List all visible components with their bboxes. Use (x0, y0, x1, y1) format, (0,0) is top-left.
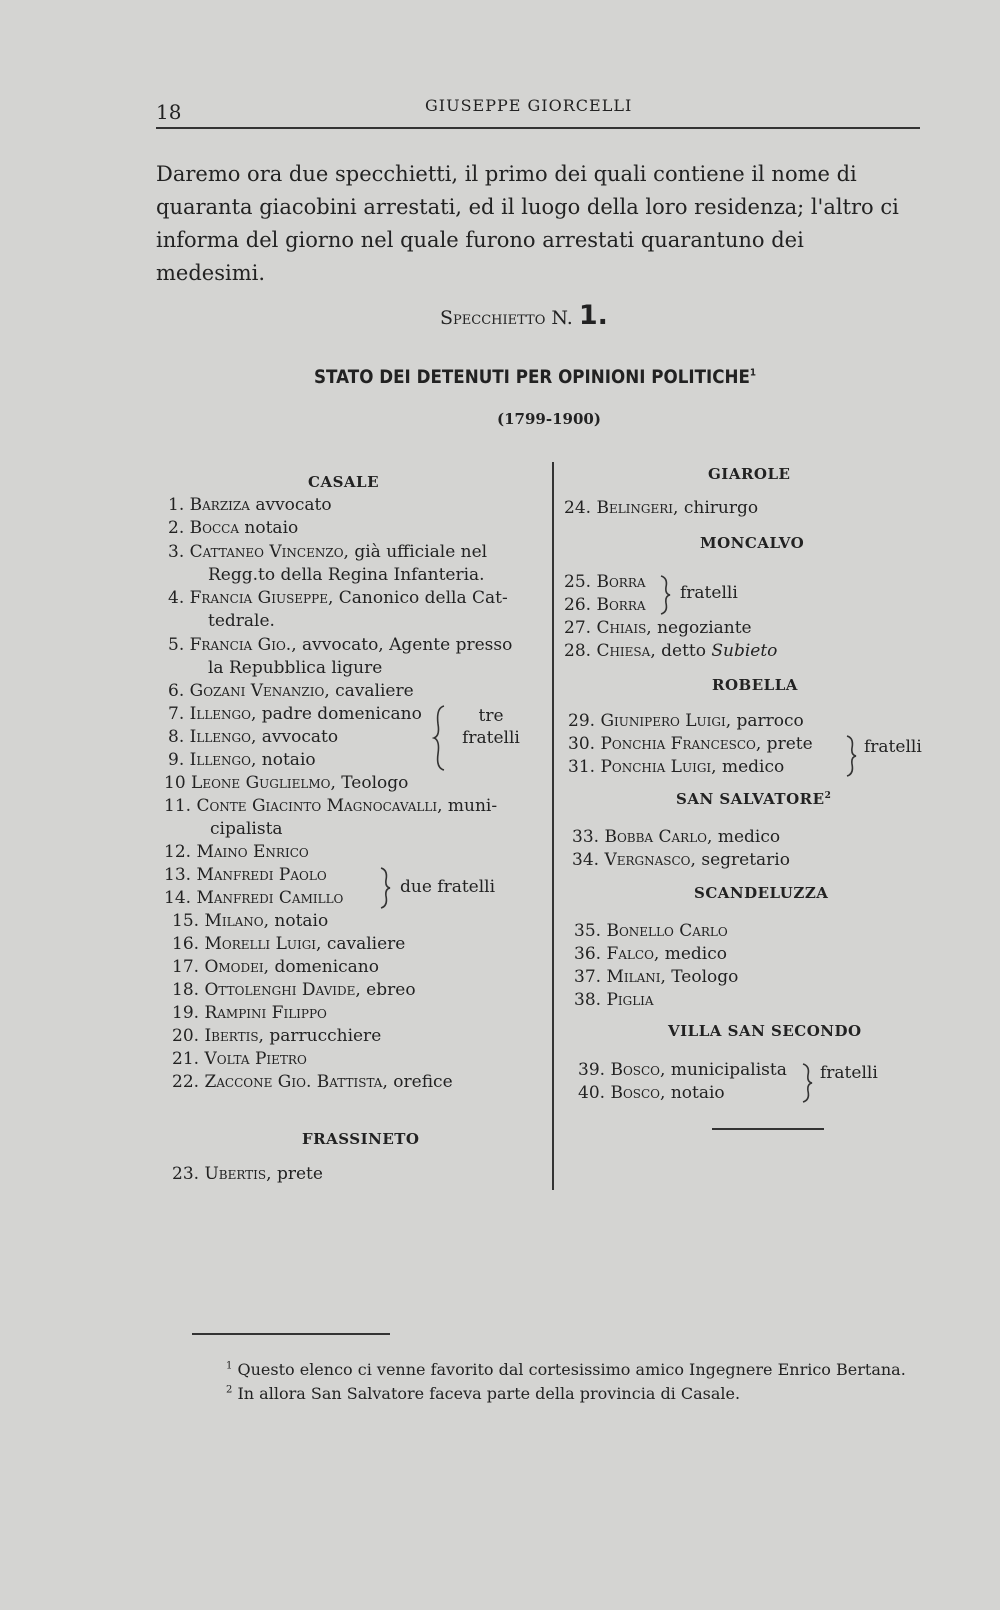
footnote-mark: 1 (226, 1360, 233, 1372)
specchietto-heading (440, 300, 608, 331)
list-item: 22. Zaccone Gio. Battista, orefice (172, 1072, 453, 1092)
list-item: 2. Bocca notaio (168, 518, 299, 538)
brace-icon (658, 574, 672, 616)
list-item: 23. Ubertis, prete (172, 1164, 323, 1184)
intro-line: Daremo ora due specchietti, il primo dei quali contiene il nome di (156, 162, 857, 186)
list-item: 27. Chiais, negoziante (564, 618, 752, 638)
place-heading: MONCALVO (700, 534, 805, 552)
list-item: 8. Illengo, avvocato (168, 727, 339, 747)
intro-line: informa del giorno nel quale furono arrestati quarantuno dei medesimi. (156, 228, 804, 285)
intro-line: quaranta giacobini arrestati, ed il luogo della loro residenza; l'altro ci (156, 195, 899, 219)
list-item: 36. Falco, medico (574, 944, 727, 964)
place-heading: GIAROLE (708, 465, 791, 483)
page-number: 18 (156, 100, 182, 124)
running-title: GIUSEPPE GIORCELLI (425, 96, 633, 115)
list-item: 3. Cattaneo Vincenzo, già ufficiale nel (168, 542, 488, 562)
place-heading: SCANDELUZZA (694, 884, 829, 902)
footnote-mark: 2 (226, 1384, 233, 1396)
header-rule (156, 127, 920, 129)
place-heading: ROBELLA (712, 676, 798, 694)
list-item-continuation: la Repubblica ligure (208, 658, 383, 678)
list-item: 11. Conte Giacinto Magnocavalli, muni- (164, 796, 498, 816)
list-item: 16. Morelli Luigi, cavaliere (172, 934, 406, 954)
list-item: 21. Volta Pietro (172, 1049, 307, 1069)
list-item: 24. Belingeri, chirurgo (564, 498, 759, 518)
list-item: 7. Illengo, padre domenicano (168, 704, 422, 724)
table-title (314, 366, 756, 388)
group-label: fratelli (820, 1063, 878, 1083)
list-item: 18. Ottolenghi Davide, ebreo (172, 980, 416, 1000)
table-years: (1799-1900) (497, 410, 601, 428)
list-item: 15. Milano, notaio (172, 911, 329, 931)
intro-paragraph (156, 158, 916, 290)
list-item: 34. Vergnasco, segretario (572, 850, 790, 870)
brace-icon (432, 704, 448, 772)
list-item: 31. Ponchia Luigi, medico (568, 757, 785, 777)
list-item: 19. Rampini Filippo (172, 1003, 327, 1023)
list-item: 29. Giunipero Luigi, parroco (568, 711, 804, 731)
list-item: 6. Gozani Venanzio, cavaliere (168, 681, 414, 701)
list-item: 26. Borra (564, 595, 646, 615)
list-item: 39. Bosco, municipalista (578, 1060, 787, 1080)
list-item: 40. Bosco, notaio (578, 1083, 725, 1103)
list-item: 20. Ibertis, parrucchiere (172, 1026, 382, 1046)
list-item: 14. Manfredi Camillo (164, 888, 344, 908)
specchietto-label: Specchietto N. (440, 307, 573, 329)
footnote-ref: 2 (824, 791, 832, 801)
list-item: 10 Leone Guglielmo, Teologo (164, 773, 409, 793)
specchietto-number: 1. (578, 300, 608, 331)
footnote: $^1$ Questo elenco ci venne favorito dal cortesissimo amico Ingegnere Enrico Bertana. (226, 1360, 906, 1379)
list-item: 9. Illengo, notaio (168, 750, 316, 770)
place-heading: VILLA SAN SECONDO (668, 1022, 862, 1040)
list-item: 30. Ponchia Francesco, prete (568, 734, 813, 754)
list-item: 12. Maino Enrico (164, 842, 309, 862)
end-rule (712, 1128, 824, 1130)
list-item: 13. Manfredi Paolo (164, 865, 327, 885)
group-label: tre fratelli (462, 706, 520, 748)
list-item-continuation: cipalista (210, 819, 283, 839)
list-item: 37. Milani, Teologo (574, 967, 739, 987)
list-item: 1. Barziza avvocato (168, 495, 332, 515)
list-item: 35. Bonello Carlo (574, 921, 728, 941)
list-item-continuation: Regg.to della Regina Infanteria. (208, 565, 485, 585)
list-item: 38. Piglia (574, 990, 654, 1010)
brace-icon (844, 734, 858, 778)
list-item-continuation: tedrale. (208, 611, 275, 631)
list-item: 4. Francia Giuseppe, Canonico della Cat- (168, 588, 508, 608)
place-heading: SAN SALVATORE$^2$ (676, 790, 832, 808)
group-label: fratelli (680, 583, 738, 603)
list-item: 25. Borra (564, 572, 646, 592)
list-item: 28. Chiesa, detto Subieto (564, 641, 778, 661)
group-label: fratelli (864, 737, 922, 757)
footnote-ref: 1 (749, 367, 757, 379)
group-label: due fratelli (400, 877, 496, 897)
place-heading: CASALE (308, 473, 380, 491)
footnote-rule (192, 1333, 390, 1335)
list-item: 5. Francia Gio., avvocato, Agente presso (168, 635, 513, 655)
footnote: $^2$ In allora San Salvatore faceva parte della provincia di Casale. (226, 1384, 741, 1403)
brace-icon (800, 1062, 814, 1104)
place-heading: FRASSINETO (302, 1130, 420, 1148)
list-item: 33. Bobba Carlo, medico (572, 827, 781, 847)
table-title-text: STATO DEI DETENUTI PER OPINIONI POLITICHE (314, 366, 750, 388)
list-item: 17. Omodei, domenicano (172, 957, 379, 977)
column-divider (552, 462, 554, 1190)
brace-icon (378, 866, 392, 910)
